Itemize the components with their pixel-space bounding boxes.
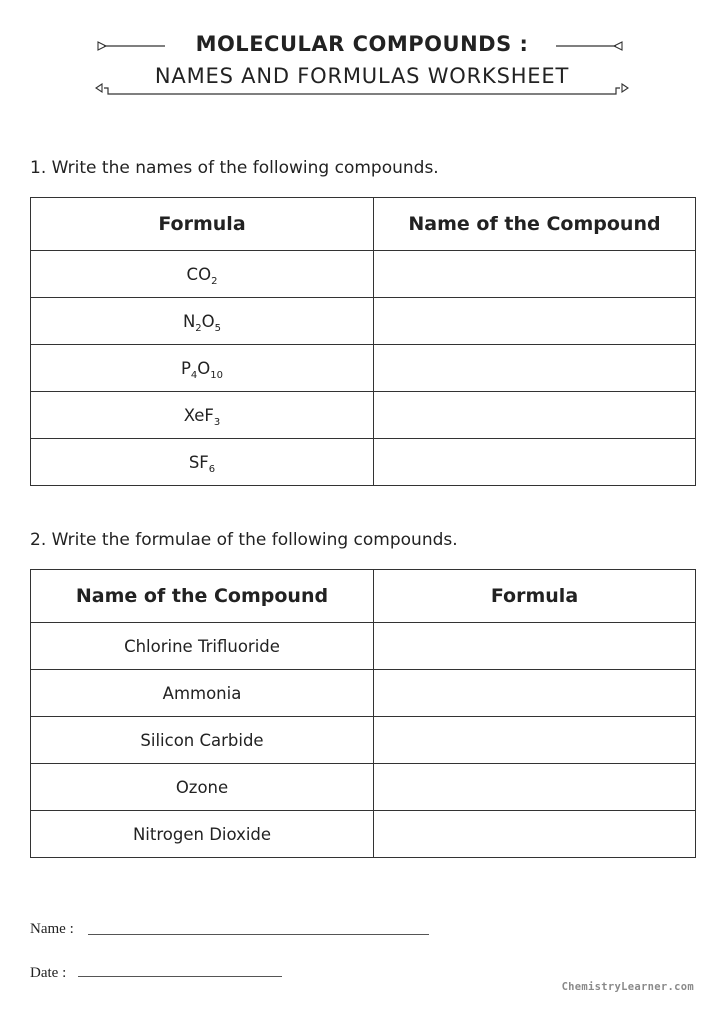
formula-subscript: 2 bbox=[195, 322, 202, 334]
table-row bbox=[31, 251, 696, 298]
answer-cell[interactable] bbox=[374, 298, 696, 345]
question-1-instruction: 1. Write the names of the following compounds. bbox=[30, 158, 439, 178]
formula-cell bbox=[31, 345, 374, 392]
formula-subscript: 10 bbox=[210, 369, 224, 381]
answer-cell[interactable] bbox=[374, 439, 696, 486]
formula-cell bbox=[31, 251, 374, 298]
formula-symbol: XeF bbox=[183, 405, 214, 425]
table-header-row bbox=[31, 570, 696, 623]
compound-name-cell: Silicon Carbide bbox=[31, 717, 374, 764]
formula-cell bbox=[31, 392, 374, 439]
table-header-row bbox=[31, 198, 696, 251]
column-header-formula: Formula bbox=[31, 198, 374, 251]
table-row bbox=[31, 345, 696, 392]
formula-cell bbox=[31, 439, 374, 486]
table-row bbox=[31, 717, 696, 764]
formula-subscript: 5 bbox=[214, 322, 222, 334]
compound-name-cell: Nitrogen Dioxide bbox=[31, 811, 374, 858]
date-blank-line[interactable] bbox=[78, 976, 282, 977]
column-header-formula: Formula bbox=[374, 570, 696, 623]
worksheet-subtitle: NAMES AND FORMULAS WORKSHEET bbox=[154, 64, 570, 88]
answer-cell[interactable] bbox=[374, 392, 696, 439]
formula-symbol: CO bbox=[186, 264, 212, 284]
formula-symbol: N bbox=[182, 311, 196, 331]
formula-symbol: O bbox=[197, 358, 211, 378]
date-label: Date : bbox=[30, 965, 67, 981]
formula-subscript: 3 bbox=[213, 416, 221, 428]
formula-symbol: SF bbox=[188, 452, 209, 472]
formulas-table bbox=[30, 569, 696, 858]
formula-subscript: 2 bbox=[211, 275, 218, 287]
site-credit: ChemistryLearner.com bbox=[561, 981, 694, 993]
formula-cell bbox=[31, 298, 374, 345]
compound-name-cell: Chlorine Trifluoride bbox=[31, 623, 374, 670]
formula-subscript: 4 bbox=[190, 369, 198, 381]
formula-subscript: 6 bbox=[208, 463, 216, 475]
table-row bbox=[31, 298, 696, 345]
table-row bbox=[31, 670, 696, 717]
formula-symbol: P bbox=[180, 358, 191, 378]
column-header-name: Name of the Compound bbox=[374, 198, 696, 251]
worksheet-title: MOLECULAR COMPOUNDS : bbox=[195, 32, 529, 56]
compound-name-cell: Ammonia bbox=[31, 670, 374, 717]
table-row bbox=[31, 811, 696, 858]
formula-symbol: O bbox=[201, 311, 215, 331]
answer-cell[interactable] bbox=[374, 670, 696, 717]
answer-cell[interactable] bbox=[374, 345, 696, 392]
compound-name-cell: Ozone bbox=[31, 764, 374, 811]
name-label: Name : bbox=[30, 921, 74, 937]
answer-cell[interactable] bbox=[374, 623, 696, 670]
answer-cell[interactable] bbox=[374, 811, 696, 858]
worksheet-header bbox=[0, 30, 724, 100]
table-row bbox=[31, 392, 696, 439]
answer-cell[interactable] bbox=[374, 717, 696, 764]
question-2-instruction: 2. Write the formulae of the following compounds. bbox=[30, 530, 458, 550]
table-row bbox=[31, 623, 696, 670]
answer-cell[interactable] bbox=[374, 251, 696, 298]
table-row bbox=[31, 764, 696, 811]
name-blank-line[interactable] bbox=[88, 934, 429, 935]
names-table bbox=[30, 197, 696, 486]
answer-cell[interactable] bbox=[374, 764, 696, 811]
table-row bbox=[31, 439, 696, 486]
column-header-name: Name of the Compound bbox=[31, 570, 374, 623]
